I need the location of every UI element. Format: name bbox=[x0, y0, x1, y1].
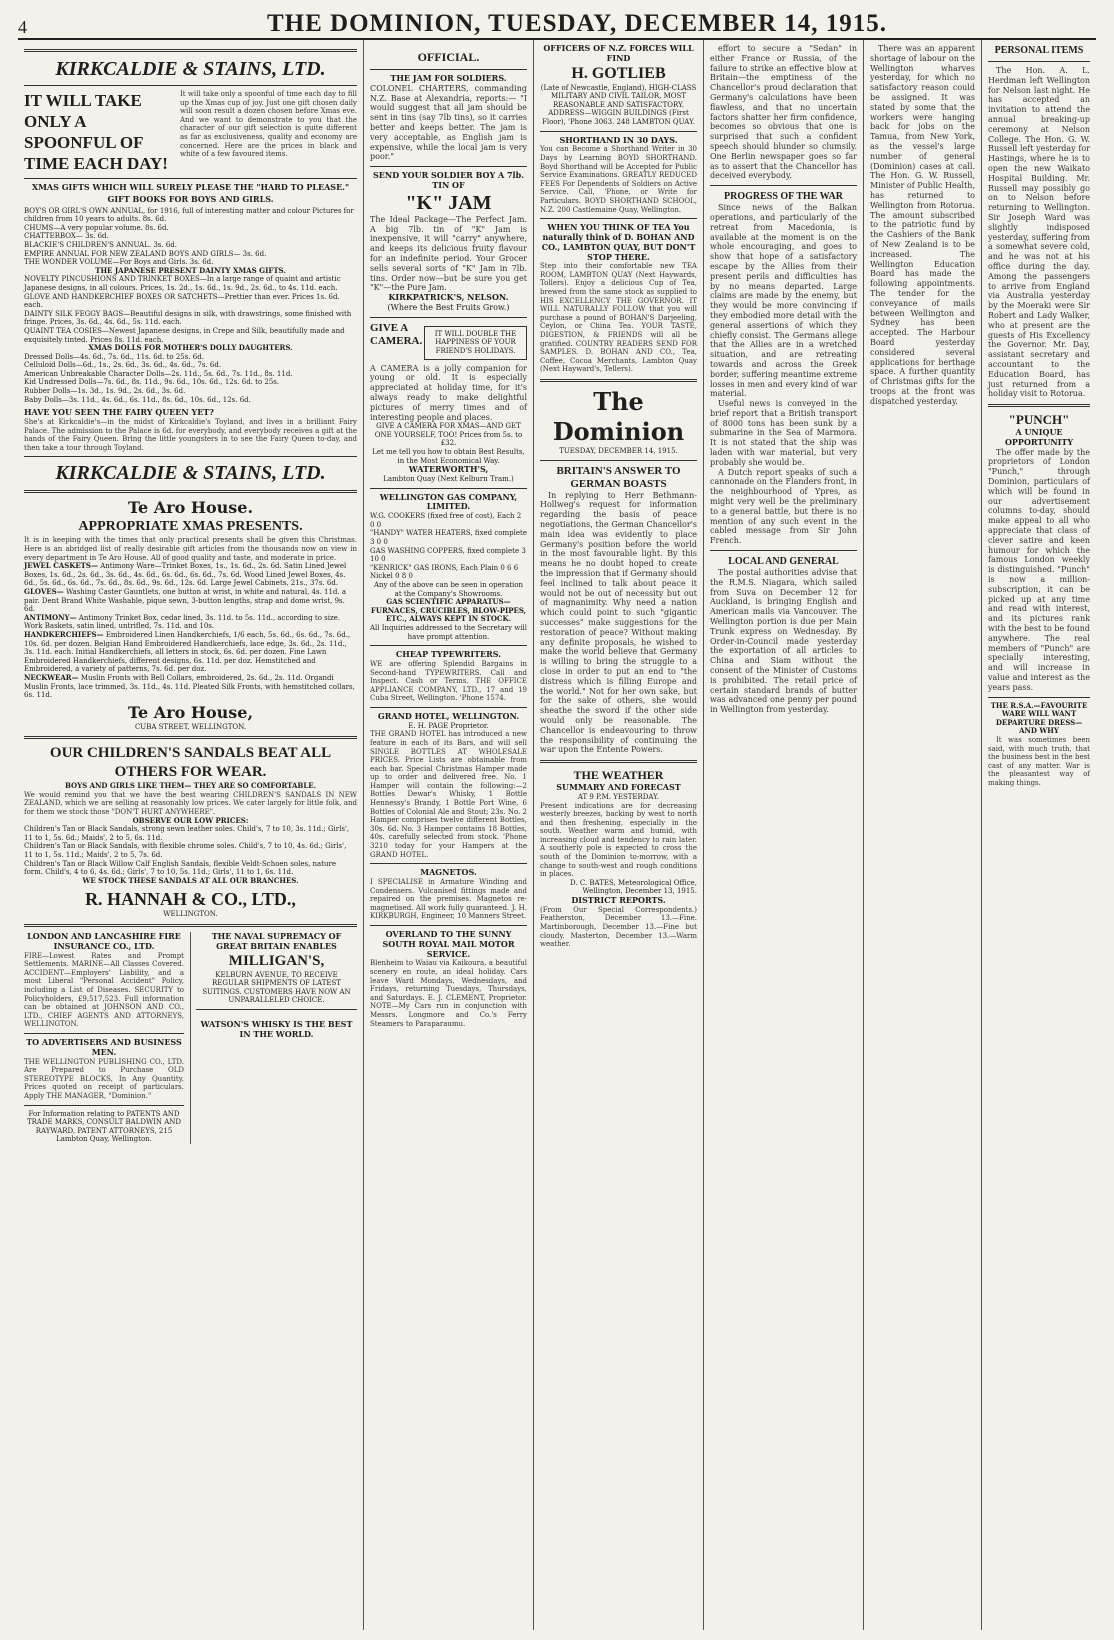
aro-section-text: Antimony Trinket Box, cedar lined, 3s. 11d. to 5s. 11d., according to size. Work Baskets, satin lined, untrifled, 7s. 11d. and 10s. bbox=[24, 613, 341, 631]
aro-section-text: Muslin Fronts with Bell Collars, embroidered, 2s. 6d., 2s. 11d. Organdi Muslin Fronts, lace trimmed, 3s. 11d., 4s. 11d. Pleated Silk Fronts, with hemstitched collars, 6s. 11d. bbox=[24, 673, 355, 700]
typewriters-head: CHEAP TYPEWRITERS. bbox=[395, 649, 502, 660]
sandals-observe: OBSERVE OUR LOW PRICES: bbox=[132, 815, 249, 825]
gift-item: THE WONDER VOLUME—For Boys and Girls. 3s. 6d. bbox=[24, 258, 214, 267]
gift-item: THE JAPANESE PRESENT DAINTY XMAS GIFTS. bbox=[95, 265, 286, 275]
column-1 bbox=[18, 40, 364, 1630]
sandals-item: Children's Tan or Black Sandals, with flexible chrome soles. Child's, 7 to 10, 4s. 6d.; Girls', 11 to 1, 5s. 11d.; Maids', 2 to 5, 7s. 6d. bbox=[24, 842, 347, 860]
aro-address: CUBA STREET, WELLINGTON. bbox=[134, 722, 247, 731]
gift-item: Rubber Dolls—1s. 3d., 1s. 9d., 2s. 6d., 3s. 6d. bbox=[24, 387, 186, 396]
sandals-stock: WE STOCK THESE SANDALS AT ALL OUR BRANCHES. bbox=[82, 875, 299, 885]
kirkpatrick: KIRKPATRICK'S, NELSON. bbox=[388, 292, 509, 303]
shorthand-head: SHORTHAND IN 30 DAYS. bbox=[559, 134, 678, 145]
gift-item: American Unbreakable Character Dolls—2s. 11d., 5s. 6d., 7s. 11d., 8s. 11d. bbox=[24, 369, 293, 378]
bottom-ads bbox=[24, 932, 357, 1144]
gift-item: BLACKIE'S CHILDREN'S ANNUAL. 3s. 6d. bbox=[24, 240, 177, 249]
camera-head: GIVE A CAMERA. bbox=[370, 321, 423, 347]
jam-text: COLONEL CHARTERS, commanding N.Z. Base at Alexandria, reports:— "I would suggest that all jam should be sent in tins (say 7lb tins), so it carries better and keeps better. The jam is very acceptable, as English jam is expensive, while the local jam is very poor." bbox=[370, 83, 527, 162]
magnetos-text: I SPECIALISE in Armature Winding and Condensers. Vulcanised fittings made and repaired on the premises. Magnetos re-magnetised. All work fully guaranteed. J. H. KIRKBURGH, Engineer, 10 Manners Street. bbox=[370, 878, 527, 921]
camera-text: A CAMERA is a jolly companion for young or old. It is especially appreciated at holiday time, for it's always ready to make delightful pictures of merry times and of interesting people and places. bbox=[370, 363, 527, 422]
news-body: There was an apparent shortage of labour on the Wellington wharves yesterday, for which no satisfactory reason could be assigned. It was stated by some that the workers were hanging back for jobs on the Tamua, from New York, as the vessel's large number of general (Dominion) cases at call. The Hon. G. W. Russell, Minister of Public Health, has returned to Wellington from Rotorua. The amount subscribed to the patriotic fund by the Cashiers of the Bank of New Zealand is to be increased. The Wellington Education Board has made the following appointments. The tender for the conveyance of mails between Wellington and Sydney has been accepted. The Harbour Board yesterday considered several applications for berthage space. A further quantity of Christmas gifts for the troops at the front was dispatched yesterday. bbox=[870, 44, 975, 406]
aro-headline: APPROPRIATE XMAS PRESENTS. bbox=[78, 519, 303, 535]
gift-books-subhead: GIFT BOOKS FOR BOYS AND GIRLS. bbox=[107, 193, 274, 204]
paper-title: The Dominion bbox=[552, 387, 685, 447]
gift-item: CHATTERBOX— 3s. 6d. bbox=[24, 232, 109, 241]
milligan-brand: MILLIGAN'S, bbox=[228, 952, 325, 969]
gift-item: Kid Undressed Dolls—7s. 6d., 8s. 11d., 9s. 6d., 10s. 6d., 12s. 6d. to 25s. bbox=[24, 378, 280, 387]
gas-note: Any of the above can be seen in operation at the Company's Showrooms. bbox=[373, 581, 524, 598]
progress-para-3: A Dutch report speaks of such a cannonade on the Flanders front, in the neighbourhood of Ypres, as might very well be the preliminary to a general battle, but there is no mention of any such event in the cabled message from Sir John French. bbox=[710, 467, 857, 546]
page-number: 4 bbox=[18, 17, 27, 37]
sandals-item: Children's Tan or Black Willow Calf English Sandals, flexible Veldt-Schoen soles, nature form. Child's, 4 to 6, 4s. 6d.; Girls', 7 to 10, 5s. 11d.; Girls', 11 to 1, 6s. 11d. bbox=[24, 859, 337, 877]
weather-sub: SUMMARY AND FORECAST bbox=[556, 782, 681, 793]
hotel-text: THE GRAND HOTEL has introduced a new feature in each of its Bars, and will sell SINGLE BOTTLES AT WHOLESALE PRICES. Price Lists are obtainable from each bar. Special Christmas Hamper made up to order and delivered free. No. 1 Hamper will contain the following:—2 Bottles Dewar's Whisky, 1 Bottle Hennessy's Brandy, 1 Bottle Port Wine, 6 Bottles of Colonial Ale and Stout; 23s. No. 2 Hamper comprises twelve different Bottles, 30s. 6d. No. 3 Hamper contains 18 Bottles, 40s. carefully selected from stock. 'Phone 3210 today for your Hampers at the GRAND HOTEL. bbox=[370, 730, 527, 859]
gift-subhead: XMAS GIFTS WHICH WILL SURELY PLEASE THE "HARD TO PLEASE." bbox=[31, 182, 350, 192]
magnetos-head: MAGNETOS. bbox=[420, 867, 477, 878]
whisky-ad: WATSON'S WHISKY IS THE BEST IN THE WORLD. bbox=[200, 1018, 353, 1039]
progress-para-2: Useful news is conveyed in the brief report that a British transport of 8000 tons has been sunk by a submarine in the Sea of Marmora. It is not stated that the ship was laden with war material, but very probably she would be. bbox=[710, 399, 857, 467]
hotel-proprietor: E. H. PAGE Proprietor. bbox=[408, 721, 489, 730]
gift-items-list bbox=[24, 207, 357, 405]
aro-section-text: Washing Caster Gauntlets, one button at wrist, in white and natural, 4s. 11d. a pair. Dent Brand White Washable, pique sewn, 3-button lengths, strap and dome wrist, 9s. 6d. bbox=[24, 587, 347, 614]
fairy-head: HAVE YOU SEEN THE FAIRY QUEEN YET? bbox=[24, 407, 214, 418]
insurance-head: LONDON AND LANCASHIRE FIRE INSURANCE CO., LTD. bbox=[27, 931, 181, 951]
hospital-text: It was sometimes been said, with much truth, that the business best in the best cast of any matter. War is the pleasantest way of making things. bbox=[988, 735, 1090, 787]
camera-box: IT WILL DOUBLE THE HAPPINESS OF YOUR FRIEND'S HOLIDAYS. bbox=[424, 326, 527, 360]
hospital-head: THE R.S.A.—FAVOURITE WARE WILL WANT DEPARTURE DRESS—AND WHY bbox=[990, 700, 1088, 736]
masthead bbox=[18, 0, 1096, 40]
personal-text: The Hon. A. L. Herdman left Wellington for Nelson last night. He has accepted an invitation to attend the annual breaking-up ceremony at Nelson College. The Hon. G. W. Russell left yesterday for Hastings, where he is to open the new Waikato Hospital Building. Mr. Russell may possibly go on to Nelson before returning to Wellington. Sir Joseph Ward was slightly indisposed yesterday, suffering from a somewhat severe cold, and he was not at his office during the day. Among the passengers to arrive from England via Australia yesterday by the Moeraki were Sir Robert and Lady Walker, who at present are the guests of His Excellency the Governor. Mr. Day, assistant secretary and accountant to the Education Board, has just returned from a holiday visit to Rotorua. bbox=[988, 66, 1090, 399]
editorial-text: In replying to Herr Bethmann-Hollweg's request for information regarding the basis of peace negotiations, the German Chancellor's main idea was evidently to place Germany's position before the world in the most favourable light. By this means he no doubt hoped to create the impression that if Germany should feel inclined to talk about peace it would not be out of necessity but out of magnanimity. Why need a nation which could point to such "gigantic successes" make suggestions for the restoration of peace? Without making any definite proposals, he wished to make the world believe that Germany is willing to bring the struggle to a close in order to put an end to "the distress which is filling Europe and the world." Not for her own sake, but for the sake of others, she would sheathe the sword if the other side would only be reasonable. The Chancellor is endeavouring to throw the responsibility of continuing the war upon the Entente Powers. bbox=[540, 490, 697, 755]
gotlieb: H. GOTLIEB bbox=[571, 64, 666, 82]
column-4 bbox=[704, 40, 864, 1630]
send-jam: SEND YOUR SOLDIER BOY A 7lb. TIN OF bbox=[373, 170, 524, 190]
gift-item: NOVELTY PINCUSHIONS AND TRINKET BOXES—In a large range of quaint and artistic Japanese designs, in all colours. Prices, 1s. 2d., 1s. 6d., 1s. 9d., 2s. 6d., to 4s. 11d. each. bbox=[24, 275, 341, 292]
grand-hotel: GRAND HOTEL, WELLINGTON. bbox=[377, 710, 520, 721]
aro-section-head: ANTIMONY— bbox=[24, 612, 77, 622]
kirkpatrick-sub: (Where the Best Fruits Grow.) bbox=[387, 302, 510, 312]
gift-item: Baby Dolls—3s. 11d., 4s. 6d., 6s. 11d., 8s. 6d., 10s. 6d., 12s. 6d. bbox=[24, 395, 251, 404]
gift-item: DAINTY SILK FEGGY BAGS—Beautiful designs in silk, with drawstrings, some finished with fringe. Prices, 3s. 6d., 4s. 6d., 5s. 11d. each. bbox=[24, 309, 352, 327]
k-jam: "K" JAM bbox=[405, 191, 492, 214]
official-head: OFFICIAL. bbox=[417, 50, 480, 64]
camera-ad bbox=[370, 322, 527, 364]
gas-item: W.G. COOKERS (fixed free of cost), Each 2 0 0 bbox=[370, 512, 522, 529]
jam-head: THE JAM FOR SOLDIERS. bbox=[390, 73, 507, 83]
punch-head: "PUNCH" bbox=[1008, 412, 1070, 428]
local-text: The postal authorities advise that the R.M.S. Niagara, which sailed from Suva on December 12 for Auckland, is bringing English and American mails via Vancouver. The Wellington portion is due per Main Trunk express on Wednesday. By Order-in-Council made yesterday the exportation of all articles to China and Siam without the consent of the Minister of Customs is prohibited. The retail price of certain standard brands of butter was advanced one penny per pound in Wellington from yesterday. bbox=[710, 568, 857, 715]
patent-ad: For Information relating to PATENTS AND TRADE MARKS, CONSULT BALDWIN AND RAYWARD, PATENT ATTORNEYS, 215 Lambton Quay, Wellington. bbox=[26, 1109, 182, 1144]
typewriters-text: WE are offering Splendid Bargains in Second-hand TYPEWRITERS. Call and Inspect. Cash or Terms. THE OFFICE APPLIANCE COMPANY, LTD., 17 and 19 Cuba Street, Wellington. 'Phone 1574. bbox=[370, 659, 527, 703]
newspaper-title: THE DOMINION, TUESDAY, DECEMBER 14, 1915. bbox=[266, 10, 888, 37]
te-aro-title: Te Aro House. bbox=[127, 498, 254, 518]
column-6 bbox=[982, 40, 1096, 1630]
paper-date: TUESDAY, DECEMBER 14, 1915. bbox=[559, 447, 678, 456]
gas-item: "HANDY" WATER HEATERS, fixed complete 3 0 0 bbox=[370, 529, 527, 547]
column-2 bbox=[364, 40, 534, 1630]
spoonful-block bbox=[24, 90, 357, 174]
aro-section-head: JEWEL CASKETS— bbox=[24, 561, 98, 571]
milligan-text: KELBURN AVENUE, TO RECEIVE REGULAR SHIPMENTS OF LATEST SUITINGS. CUSTOMERS HAVE NOW AN UNPARALLELED CHOICE. bbox=[202, 970, 351, 1005]
weather-text: Present indications are for decreasing westerly breezes, backing by west to north and then freshening, especially in the south. Weather warm and humid, with increasing cloud and tendency to rain later. A southerly pole is expected to cross the south of the Dominion to-morrow, with a change to south-west and rough conditions in places. bbox=[540, 801, 697, 879]
shorthand-text: You can Become a Shorthand Writer in 30 Days by Learning BOYD SHORTHAND. Boyd Shorthand will be Accepted for Public Service Examinations. GREATLY REDUCED FEES For Dependents of Soldiers on Active Service. Call, 'Phone, or Write for Particulars. BOYD SHORTHAND SCHOOL, N.Z. 200 Castlemaine Quay, Wellington. bbox=[540, 145, 697, 214]
weather-time: AT 9 P.M. YESTERDAY. bbox=[577, 792, 660, 801]
gift-item: CHUMS—A very popular volume. 8s. 6d. bbox=[24, 223, 169, 232]
fairy-text: She's at Kirkcaldie's—in the midst of Kirkcaldie's Toyland, and lives in a brilliant Fairy Palace. The admission to the Palace is 6d. for everybody, and everybody receives a gift at the hands of the Fairy Queen. Bring the little youngsters in to see the Fairy Queen to-day, and then take a tour through Toyland. bbox=[24, 418, 357, 452]
punch-text: The offer made by the proprietors of London "Punch," through Dominion, particulars of which will be found in our advertisement columns to-day, should make appeal to all who appreciate that class of clever satire and keen humour for which the famous London weekly is distinguished. "Punch" is now a million-subscription, it can be picked up at any time and read with interest, and its pictures rank with the best to be found anywhere. The real members of "Punch" are specially interesting, and will increase in value and interest as the years pass. bbox=[988, 447, 1090, 692]
waterworth-address: Lambton Quay (Next Kelburn Tram.) bbox=[383, 475, 514, 484]
advertisers-text: THE WELLINGTON PUBLISHING CO., LTD. Are Prepared to Purchase OLD STEREOTYPE BLOCKS, In Any Quantity. Prices quoted on receipt of particulars. Apply THE MANAGER, "Dominion." bbox=[24, 1057, 184, 1100]
editorial-head: BRITAIN'S ANSWER TO GERMAN BOASTS bbox=[556, 464, 681, 490]
progress-head: PROGRESS OF THE WAR bbox=[723, 191, 843, 203]
aro-section-text: Antimony Ware—Trinket Boxes, 1s., 1s. 6d., 2s. 6d. Satin Lined Jewel Boxes, 1s. 6d., 2s. 6d., 3s. 6d., 4s. 6d., 6s. 6d., 6s. 6d., 7s. 6d. Wood Lined Jewel Boxes, 4s. 6d., 5s. 6d., 6s. 6d., 7s. 6d., 8s. 6d., 9s. 6d., 12s. 6d. Large Jewel Cabinets, 21s., 37s. 6d. bbox=[24, 562, 347, 588]
hannah-place: WELLINGTON. bbox=[163, 910, 218, 919]
spoonful-intro: It will take only a spoonful of time each day to fill up the Xmas cup of joy. Just one gift chosen daily will soon result a dozen chosen before Xmas eve. And we want to demonstrate to you that the character of our gift selection is quite different as far as exclusiveness, quality and economy are concerned. Here are the prices in black and white of a few favoured items. bbox=[180, 90, 357, 159]
te-aro-title-2: Te Aro House, bbox=[127, 702, 254, 722]
overland-head: OVERLAND TO THE SUNNY SOUTH ROYAL MAIL MOTOR SERVICE. bbox=[382, 928, 515, 959]
aro-section-head: HANDKERCHIEFS— bbox=[24, 629, 104, 639]
weather-signature: D. C. BATES, Meteorological Office, Wellington, December 13, 1915. bbox=[570, 878, 697, 896]
insurance-text: FIRE—Lowest Rates and Prompt Settlements. MARINE—All Classes Covered. ACCIDENT—Employers' Liability, and a most Liberal "Personal Accident" Policy, including a List of Diseases. SECURITY to Policyholders, £9,517,523. Full information can be obtained at JOHNSON AND CO., LTD., CHIEF AGENTS AND ATTORNEYS, WELLINGTON. bbox=[24, 951, 184, 1029]
insurance-ad bbox=[24, 932, 184, 1144]
gas-item: "KENRICK" GAS IRONS, Each Plain 0 6 6 Nickel 0 8 0 bbox=[370, 563, 519, 581]
tea-text: Step into their comfortable new TEA ROOM, LAMBTON QUAY (Next Haywards, Tollers). Enjoy a delicious Cup of Tea, brewed from the same stock as supplied to HIS EXCELLENCY THE GOVERNOR. IT WILL NATURALLY FOLLOW that you will purchase a pound of BOHAN'S Darjeeling, Ceylon, or China Tea. YOUR TASTE, DIGESTION, & FRIENDS will all be gratified. COUNTRY READERS SEND FOR SAMPLES. D. BOHAN AND CO., Tea, Coffee, Cocoa Merchants, Lambton Quay (Next Hayward's, Tellers). bbox=[540, 262, 697, 374]
advertisers-head: TO ADVERTISERS AND BUSINESS MEN. bbox=[26, 1036, 182, 1057]
aro-section-text: Embroidered Linen Handkerchiefs, 1/6 each, 5s. 6d., 6s. 6d., 7s. 6d., 10s. 6d. per dozen. Belgian Hand Embroidered Handkerchiefs, lace edge, 3s. 6d., 2s. 11d., 3s. 11d. each. Initial Handkerchiefs, all letters in stock, 6s. 6d. per dozen. Fine Lawn Embroidered Handkerchiefs, different designs, 6s. 11d. per doz. Hemstitched and Embroidered, a variety of patterns, 7s. 6d. per doz. bbox=[24, 630, 351, 674]
columns bbox=[18, 40, 1096, 1630]
camera-note: Let me tell you how to obtain Best Results, in the Most Economical Way. bbox=[372, 448, 525, 465]
kirkcaldie-brand: KIRKCALDIE & STAINS, LTD. bbox=[55, 58, 326, 80]
district-text: (From Our Special Correspondents.) Featherston, December 13.—Fine. Martinborough, December 13.—Fine but cloudy. Masterton, December 13.—Warm weather. bbox=[540, 905, 697, 949]
k-jam-text: The Ideal Package—The Perfect Jam. A big 7lb. tin of "K" Jam is inexpensive, it will "carry" anywhere, and keeps its delicious fruity flavour for an indefinite period. Your Grocer sells several sorts of "K" Jam in 7lb. tins. Order now—but be sure you get "K"—the Pure Jam. bbox=[370, 214, 527, 293]
waterworth: WATERWORTH'S, bbox=[408, 464, 489, 475]
overland-text: Blenheim to Waiau via Kaikoura, a beautiful scenery en route, an ideal holiday. Cars leave Ward Mondays, Wednesdays, and Fridays, returning Tuesdays, Thursdays, and Saturdays. E. J. CLEMENT, Proprietor. NOTE—My Cars run in conjunction with Messrs. Longmore and Co.'s Ferry Steamers to Paraparaumu. bbox=[370, 959, 527, 1028]
gift-item: EMPIRE ANNUAL FOR NEW ZEALAND BOYS AND GIRLS— 3s. 6d. bbox=[24, 249, 267, 258]
aro-intro: It is in keeping with the times that only practical presents shall be given this Christmas. Here is an abridged list of really desirable gift articles from the thousands now on view in every department in Te Aro House. All of good quality and taste, and moderate in price. bbox=[24, 536, 357, 562]
aro-sections bbox=[24, 562, 357, 700]
gift-item: GLOVE AND HANDKERCHIEF BOXES OR SATCHETS—Prettier than ever. Prices 1s. 6d. each. bbox=[24, 292, 340, 310]
spoonful-headline: IT WILL TAKE ONLY A SPOONFUL OF TIME EACH DAY! bbox=[24, 91, 168, 173]
gift-item: Dressed Dolls—4s. 6d., 7s. 6d., 11s. 6d. to 25s. 6d. bbox=[24, 352, 204, 361]
gas-company: WELLINGTON GAS COMPANY, LIMITED. bbox=[379, 491, 518, 512]
gift-item: QUAINT TEA COSIES—Newest Japanese designs, in Crepe and Silk, beautifully made and exquisitely tinted. Prices 8s. 11d. each. bbox=[24, 326, 345, 344]
chancellor-text: effort to secure a "Sedan" in either France or Russia, of the failure to strike an effective blow at Britain—the emptiness of the Chancellor's proud declaration that Germany's calculations have been flawless, and that no uncertain factors shatter her firm confidence, becomes so obvious that one is surprised that such a confident speech should blunder so clumsily. One Berlin newspaper goes so far as to assert that the Chancellor has deceived everybody. bbox=[710, 44, 857, 181]
gas-scientific: GAS SCIENTIFIC APPARATUS—FURNACES, CRUCIBLES, BLOW-PIPES, ETC., ALWAYS KEPT IN STOCK. bbox=[370, 597, 527, 624]
gas-enquiries: All Inquiries addressed to the Secretary will have prompt attention. bbox=[370, 623, 527, 641]
gas-item: GAS WASHING COPPERS, fixed complete 3 10 0 bbox=[370, 546, 526, 564]
progress-text: Since news of the Balkan operations, and particularly of the retreat from Macedonia, is available at the moment is on the whole encouraging, and goes to show that hope of a satisfactory escape by the Allies from their present perils and difficulties has by no means departed. Large claims are made by the enemy, but they would be more convincing if they embodied more detail with the general assertions of which they chiefly consist. The Germans allege that the Allies are in a wretched situation, and are retreating towards and across the Greek border, suffering meantime extreme losses in men and every kind of war material. bbox=[710, 203, 857, 399]
hannah-brand: R. HANNAH & CO., LTD., bbox=[85, 889, 296, 910]
officers-head: OFFICERS OF N.Z. FORCES WILL FIND bbox=[543, 43, 694, 63]
tea-head: WHEN YOU THINK OF TEA You naturally think of D. BOHAN AND CO., LAMBTON QUAY, BUT DON'T STOP THERE. bbox=[541, 222, 696, 262]
sandals-headline: OUR CHILDREN'S SANDALS BEAT ALL OTHERS FOR WEAR. bbox=[49, 745, 332, 781]
gift-item: Celluloid Dolls—6d., 1s., 2s. 6d., 3s. 6d., 4s. 6d., 7s. 6d. bbox=[24, 361, 222, 370]
naval-head: THE NAVAL SUPREMACY OF GREAT BRITAIN ENABLES bbox=[211, 931, 342, 951]
sandals-text: We would remind you that we have the best wearing CHILDREN'S SANDALS IN NEW ZEALAND, which we are selling at reasonably low prices. We cater largely for little folk, and for them we stock those "DON'T HURT ANYWHERE". bbox=[24, 790, 357, 817]
gift-item: BOY'S OR GIRL'S OWN ANNUAL, for 1916, full of interesting matter and colour Pictures for children from 10 years to adults. 8s. 6d. bbox=[24, 206, 354, 224]
kirkcaldie-brand-2: KIRKCALDIE & STAINS, LTD. bbox=[55, 462, 326, 485]
local-head: LOCAL AND GENERAL bbox=[728, 556, 839, 568]
district-head: DISTRICT REPORTS. bbox=[571, 895, 666, 906]
sandals-item: Children's Tan or Black Sandals, strong sewn leather soles. Child's, 7 to 10, 3s. 11d.; Girls', 11 to 1, 5s. 6d.; Maids', 2 to 5, 6s. 11d. bbox=[24, 825, 350, 842]
aro-section-head: NECKWEAR— bbox=[24, 672, 79, 682]
weather-head: THE WEATHER bbox=[573, 768, 664, 783]
gift-item: XMAS DOLLS FOR MOTHER'S DOLLY DAUGHTERS. bbox=[88, 343, 293, 353]
milligan-ad bbox=[190, 932, 357, 1144]
column-5 bbox=[864, 40, 982, 1630]
column-3 bbox=[534, 40, 704, 1630]
personal-head: PERSONAL ITEMS bbox=[994, 45, 1084, 56]
camera-offer: GIVE A CAMERA FOR XMAS—AND GET ONE YOURSELF, TOO! Prices from 5s. to £32. bbox=[374, 422, 523, 448]
sandals-sub: BOYS AND GIRLS LIKE THEM— THEY ARE SO COMFORTABLE. bbox=[64, 781, 317, 791]
gotlieb-text: (Late of Newcastle, England), HIGH-CLASS MILITARY AND CIVIL TAILOR, MOST REASONABLE AND SATISFACTORY. ADDRESS—WIGGIN BUILDINGS (First Floor), 'Phone 3063. 248 LAMBTON QUAY. bbox=[540, 83, 697, 126]
punch-sub: A UNIQUE OPPORTUNITY bbox=[1004, 427, 1074, 447]
aro-section-head: GLOVES— bbox=[24, 586, 64, 596]
